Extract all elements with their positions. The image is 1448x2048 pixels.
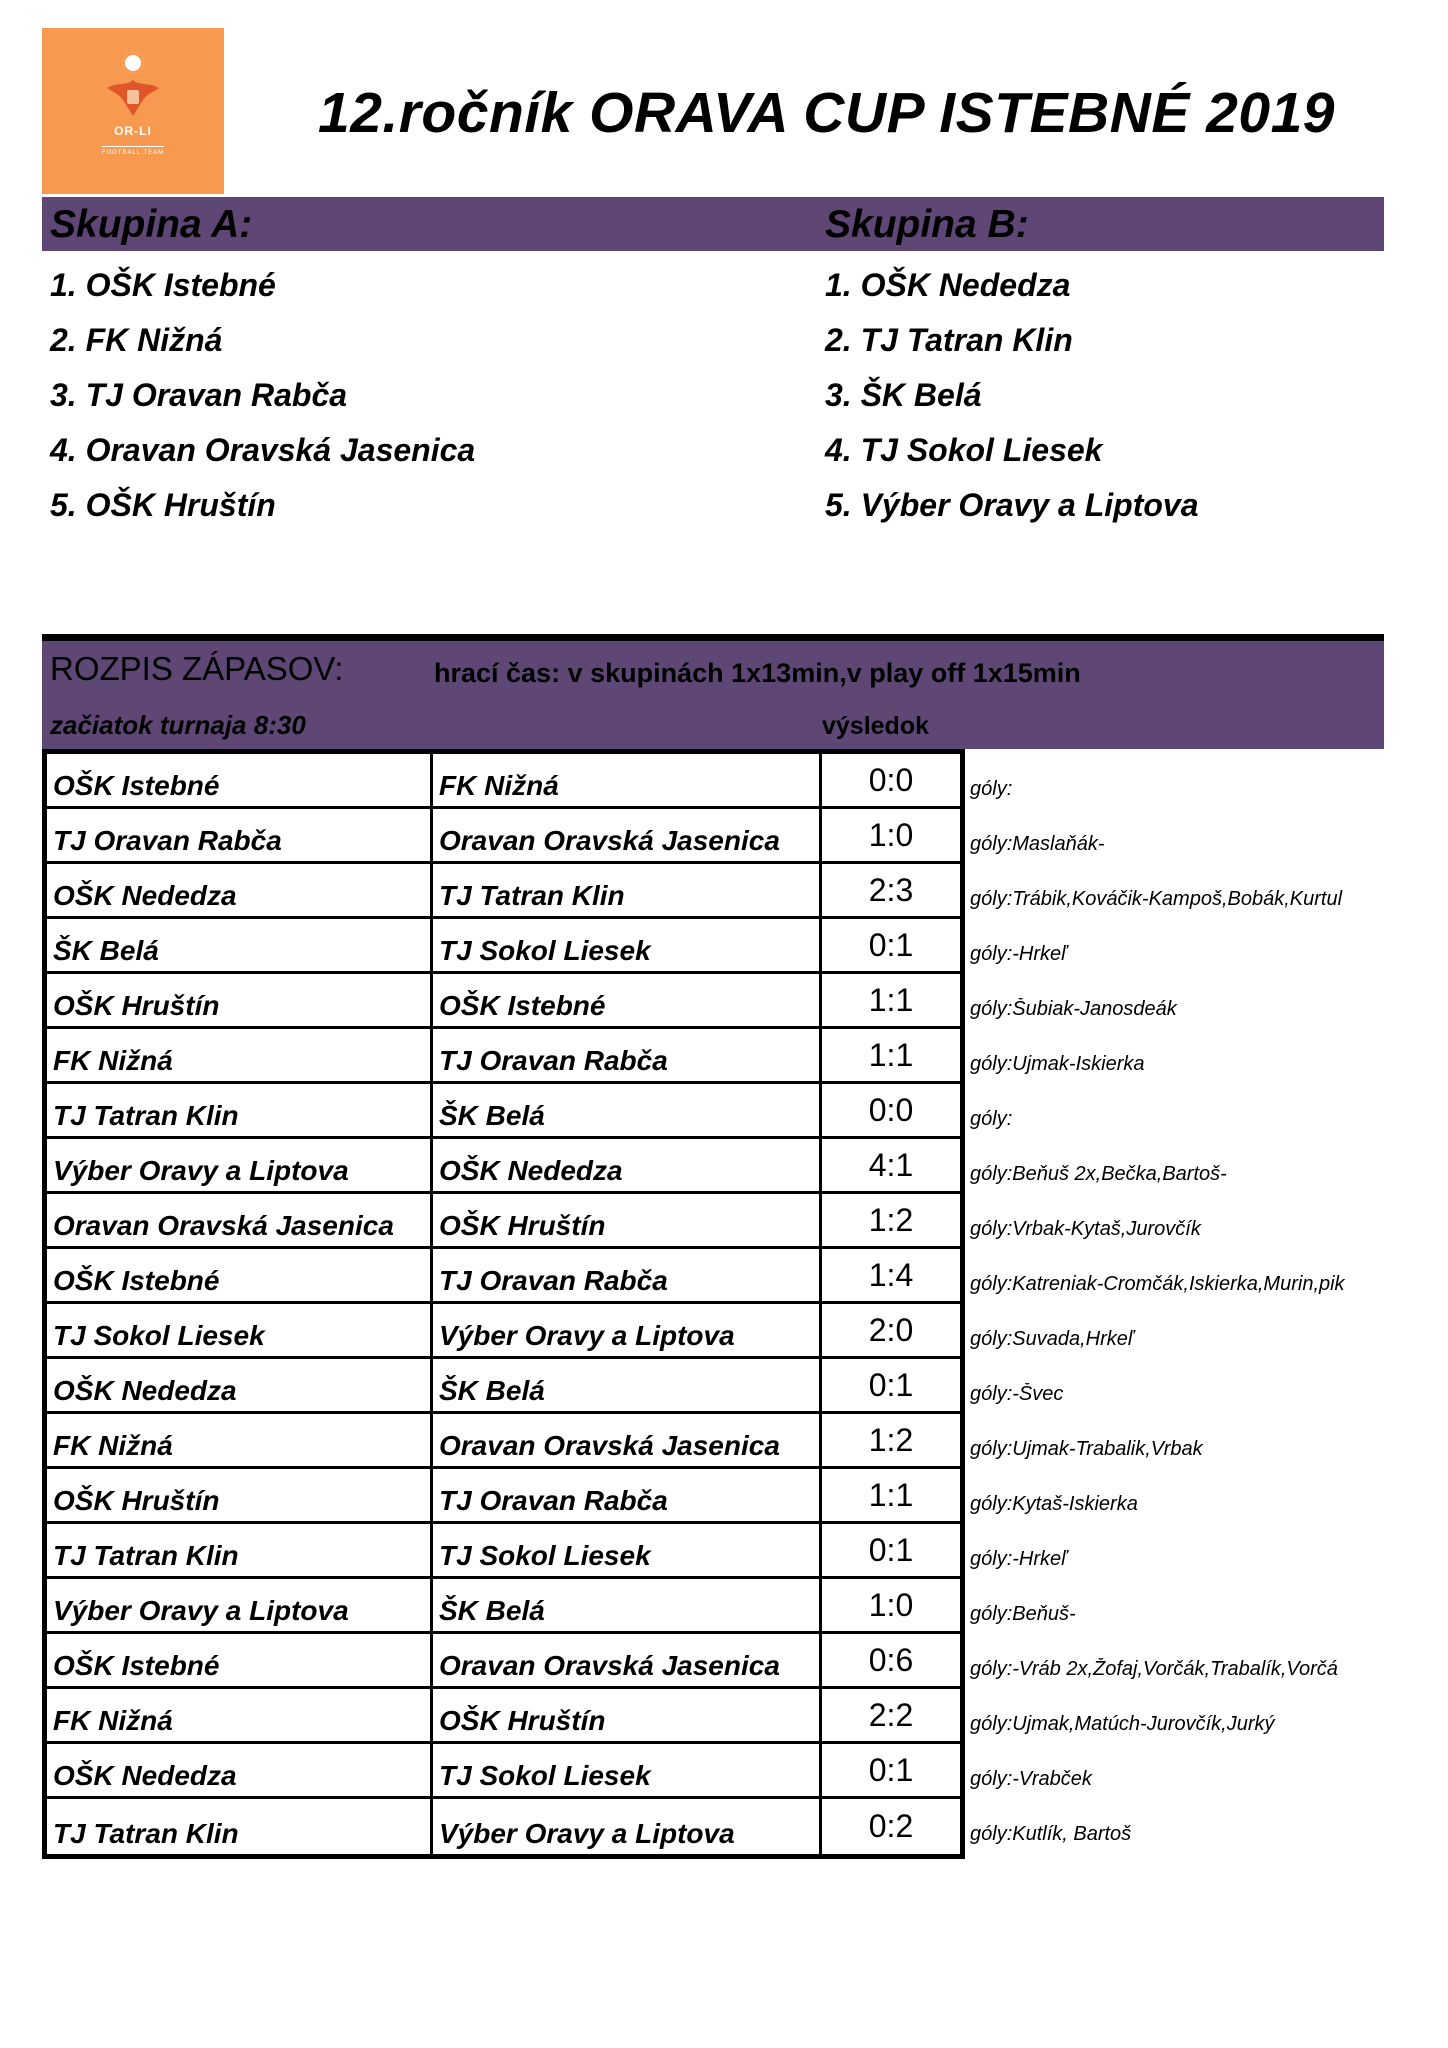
- match-score: 1:0: [868, 1586, 914, 1623]
- playing-time-note: hrací čas: v skupinách 1x13min,v play off 1x15min: [434, 658, 1081, 688]
- match-away-team: TJ Sokol Liesek: [433, 919, 822, 971]
- match-score: 1:2: [868, 1201, 914, 1238]
- group-a-team: 2. FK Nižná: [50, 322, 223, 358]
- table-row: [47, 1139, 960, 1194]
- tournament-start: začiatok turnaja 8:30: [50, 710, 306, 740]
- match-away-team: Oravan Oravská Jasenica: [433, 1414, 822, 1466]
- table-row: [47, 1799, 960, 1854]
- group-b-team: 4. TJ Sokol Liesek: [825, 432, 1103, 468]
- match-home-team: OŠK Hruštín: [47, 1469, 433, 1521]
- match-away-team: OŠK Nededza: [433, 1139, 822, 1191]
- match-home-team: OŠK Istebné: [47, 1249, 433, 1301]
- match-away-team: TJ Oravan Rabča: [433, 1249, 822, 1301]
- table-row: [47, 1249, 960, 1304]
- match-score: 0:2: [868, 1808, 914, 1844]
- table-row: [47, 1304, 960, 1359]
- match-score: 2:3: [868, 871, 914, 908]
- table-row: [47, 1414, 960, 1469]
- match-away-team: OŠK Hruštín: [433, 1194, 822, 1246]
- table-row: [47, 1744, 960, 1799]
- match-home-team: OŠK Nededza: [47, 1359, 433, 1411]
- match-score: 4:1: [868, 1146, 914, 1183]
- group-b-team: 3. ŠK Belá: [825, 377, 982, 413]
- table-row: [47, 1689, 960, 1744]
- match-goals: góly:Ujmak,Matúch-Jurovčík,Jurký: [970, 1713, 1275, 1735]
- match-away-team: TJ Oravan Rabča: [433, 1469, 822, 1521]
- match-goals: góly:-Hrkeľ: [970, 1548, 1067, 1570]
- match-goals: góly:-Vrabček: [970, 1768, 1092, 1790]
- match-away-team: TJ Sokol Liesek: [433, 1744, 822, 1796]
- match-goals: góly:Šubiak-Janosdeák: [970, 998, 1177, 1020]
- table-row: [47, 1359, 960, 1414]
- match-home-team: FK Nižná: [47, 1414, 433, 1466]
- match-away-team: ŠK Belá: [433, 1084, 822, 1136]
- match-goals: góly:Kytaš-Iskierka: [970, 1493, 1138, 1515]
- match-home-team: TJ Tatran Klin: [47, 1799, 433, 1854]
- match-away-team: TJ Tatran Klin: [433, 864, 822, 916]
- match-away-team: TJ Sokol Liesek: [433, 1524, 822, 1576]
- match-goals: góly:Trábik,Kováčik-Kampoš,Bobák,Kurtul: [970, 888, 1343, 910]
- match-score: 0:0: [868, 761, 914, 798]
- match-away-team: Výber Oravy a Liptova: [433, 1799, 822, 1854]
- match-away-team: FK Nižná: [433, 754, 822, 806]
- match-away-team: Oravan Oravská Jasenica: [433, 1634, 822, 1686]
- match-home-team: ŠK Belá: [47, 919, 433, 971]
- match-home-team: Oravan Oravská Jasenica: [47, 1194, 433, 1246]
- match-score: 0:1: [868, 1366, 914, 1403]
- group-a-team: 3. TJ Oravan Rabča: [50, 377, 348, 413]
- match-score: 1:1: [868, 1476, 914, 1513]
- result-column-label: výsledok: [822, 712, 930, 740]
- match-goals: góly:Ujmak-Trabalik,Vrbak: [970, 1438, 1203, 1460]
- match-home-team: Výber Oravy a Liptova: [47, 1579, 433, 1631]
- match-goals: góly:-Švec: [970, 1383, 1064, 1405]
- match-score: 0:1: [868, 1751, 914, 1788]
- match-goals: góly:-Vráb 2x,Žofaj,Vorčák,Trabalík,Vorčá: [970, 1658, 1338, 1680]
- match-away-team: OŠK Hruštín: [433, 1689, 822, 1741]
- match-home-team: TJ Sokol Liesek: [47, 1304, 433, 1356]
- match-goals: góly:Suvada,Hrkeľ: [970, 1328, 1134, 1350]
- match-goals: góly:: [970, 778, 1013, 800]
- logo-name: OR-LI: [114, 124, 152, 138]
- match-goals: góly:Beňuš-: [970, 1603, 1076, 1625]
- match-away-team: Výber Oravy a Liptova: [433, 1304, 822, 1356]
- match-home-team: TJ Oravan Rabča: [47, 809, 433, 861]
- schedule-title: ROZPIS ZÁPASOV:: [50, 650, 344, 687]
- table-row: [47, 1579, 960, 1634]
- table-row: [47, 1084, 960, 1139]
- match-goals: góly:Maslaňák-: [970, 833, 1105, 855]
- table-row: [47, 1029, 960, 1084]
- table-row: [47, 1524, 960, 1579]
- team-logo: [42, 28, 224, 194]
- match-home-team: TJ Tatran Klin: [47, 1524, 433, 1576]
- group-b-team: 5. Výber Oravy a Liptova: [825, 487, 1199, 523]
- table-row: [47, 974, 960, 1029]
- match-goals: góly:Vrbak-Kytaš,Jurovčík: [970, 1218, 1201, 1240]
- match-home-team: Výber Oravy a Liptova: [47, 1139, 433, 1191]
- table-row: [47, 809, 960, 864]
- table-row: [47, 919, 960, 974]
- match-home-team: FK Nižná: [47, 1689, 433, 1741]
- eagle-emblem-icon: [103, 76, 163, 122]
- match-score: 0:1: [868, 1531, 914, 1568]
- matches-table: [42, 749, 965, 1859]
- match-away-team: ŠK Belá: [433, 1579, 822, 1631]
- group-b-team: 1. OŠK Nededza: [825, 267, 1071, 303]
- group-b-team: 2. TJ Tatran Klin: [825, 322, 1073, 358]
- table-row: [47, 1194, 960, 1249]
- logo-subtitle: FOOTBALL TEAM: [102, 146, 164, 156]
- match-score: 0:0: [868, 1091, 914, 1128]
- match-goals: góly:Beňuš 2x,Bečka,Bartoš-: [970, 1163, 1227, 1185]
- table-row: [47, 1469, 960, 1524]
- match-goals: góly:Ujmak-Iskierka: [970, 1053, 1145, 1075]
- match-goals: góly:-Hrkeľ: [970, 943, 1067, 965]
- match-goals: góly:Kutlík, Bartoš: [970, 1823, 1132, 1845]
- match-home-team: OŠK Nededza: [47, 864, 433, 916]
- match-score: 2:2: [868, 1696, 914, 1733]
- match-home-team: FK Nižná: [47, 1029, 433, 1081]
- schedule-divider: [42, 634, 1384, 641]
- match-score: 1:1: [868, 1036, 914, 1073]
- match-score: 1:1: [868, 981, 914, 1018]
- group-b-heading: Skupina B:: [825, 203, 1029, 246]
- match-away-team: ŠK Belá: [433, 1359, 822, 1411]
- match-home-team: OŠK Hruštín: [47, 974, 433, 1026]
- match-away-team: OŠK Istebné: [433, 974, 822, 1026]
- match-score: 0:1: [868, 926, 914, 963]
- group-a-team: 5. OŠK Hruštín: [50, 487, 276, 523]
- table-row: [47, 1634, 960, 1689]
- match-home-team: OŠK Istebné: [47, 1634, 433, 1686]
- group-a-heading: Skupina A:: [50, 203, 253, 246]
- match-score: 2:0: [868, 1311, 914, 1348]
- match-away-team: Oravan Oravská Jasenica: [433, 809, 822, 861]
- table-row: [47, 864, 960, 919]
- match-away-team: TJ Oravan Rabča: [433, 1029, 822, 1081]
- group-a-team: 4. Oravan Oravská Jasenica: [50, 432, 476, 468]
- table-row: [47, 754, 960, 809]
- match-score: 1:4: [868, 1256, 914, 1293]
- match-score: 0:6: [868, 1641, 914, 1678]
- football-icon: [122, 52, 144, 74]
- match-home-team: OŠK Istebné: [47, 754, 433, 806]
- match-home-team: TJ Tatran Klin: [47, 1084, 433, 1136]
- match-home-team: OŠK Nededza: [47, 1744, 433, 1796]
- group-a-team: 1. OŠK Istebné: [50, 267, 276, 303]
- group-a-list: [50, 258, 475, 533]
- group-b-list: [825, 258, 1199, 533]
- match-goals: góly:: [970, 1108, 1013, 1130]
- match-score: 1:0: [868, 816, 914, 853]
- match-score: 1:2: [868, 1421, 914, 1458]
- match-goals: góly:Katreniak-Cromčák,Iskierka,Murin,pik: [970, 1273, 1345, 1295]
- page-title: 12.ročník ORAVA CUP ISTEBNÉ 2019: [318, 81, 1335, 145]
